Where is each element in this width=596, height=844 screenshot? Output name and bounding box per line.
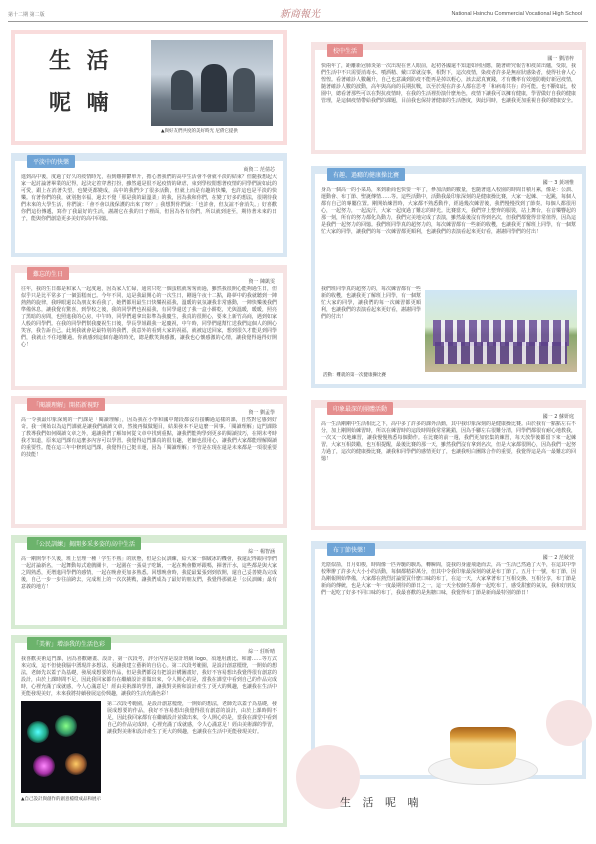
article-health-exercise (311, 166, 586, 388)
decor-circle (546, 700, 592, 746)
article-author: 國一 2 范綾萱 (542, 555, 574, 561)
lamp-caption: ▲自己設計與創作的創意檯燈成品和展示 (21, 797, 101, 802)
article-label: 布丁節快樂！ (327, 543, 375, 556)
team-photo-caption: 活動：難就的第一次健康操比賽 (323, 373, 386, 378)
article-label: 「閱讀理解」開拓新視野 (27, 398, 105, 411)
article-body: 身為一個高一的小菜鳥，來到新商也快要一年了，參加活動的數量，也隨著進入校園的時間日積月累，像是：公訓、運動會、布丁節、聖誕傳情……等。這些活動中，活動我最印象深刻的是健康操比賽，大家一起練、一起跳，每個人都有自己的專屬位置。剛開始練習時，大家都不熟悉動作，經過幾次練習後，我們慢慢找到了節奏。每個人都很用心，一起努力，一起流汗，大家一起度過了難忘的時光。比賽當天，我們穿上整齊的服裝，站上舞台，在音樂響起的那一刻，所有的努力都化為動力，我們完美地完成了表演，雖然最後沒有得到名次，但我們都覺得非常值得，因為這是我們一起努力的回憶。我們班同學真的超努力的，每次練習都有一些新的收穫，也讓我更了解班上同學，有一個幫忙大家的同學，讓我們的每一次練習都更順利，也讓我們的表演看起來更好看，謝謝同學們的付出！ (321, 187, 576, 235)
article-author: 綜一 莊昕晴 (248, 649, 275, 655)
article-author: 資一 陳凱雯 (248, 279, 275, 285)
section-title-line1: 生 活 (49, 48, 113, 74)
article-plain-happiness (11, 153, 287, 257)
article-label: 難忘的生日 (27, 267, 69, 280)
article-author: 國一 劉清梓 (547, 56, 574, 62)
article-author: 國一 2 蘇妍庭 (542, 414, 574, 420)
article-label: 有趣、過癮的健康操比賽 (327, 168, 405, 181)
article-art (11, 635, 287, 827)
article-birthday (11, 265, 287, 390)
article-body: 光陰似箭，日月如梭，時間像一匹奔馳的駿馬，轉瞬間，從我的身邊飛逝而去，高一生活已然過了大半，在這其中學校舉辦了許多大大小小的活動，每個都精彩萬分，但其中令我印象最深刻的就是布丁節了。五月十一號，布丁節，因為剛報開始準備，大家都在熱烈討論要買什麼口味的布丁，在這一天，大家拿著布丁互相交換、互相分享，布丁節是新商的傳統，也是大家一年一度最期待的節日之一，這一天全校師生都會一起吃布丁，感受甜蜜的氣氛，我和好朋友們一起吃了好多不同口味的布丁，我最喜歡的是焦糖口味，我覺得布丁節是新商最特別的節日！ (321, 562, 576, 596)
article-label: 「公民訓練」揭開多采多姿的高中生活 (27, 537, 141, 550)
article-label: 平淡中的快樂 (27, 155, 75, 168)
section-title-line2: 呢 喃 (49, 90, 113, 116)
school-name: National Hsinchu Commercial Vocational High School (451, 11, 582, 17)
article-author: 綜一 楊智涵 (248, 549, 275, 555)
issue-number: 第十二期 第二版 (8, 12, 45, 18)
article-campus-life (311, 42, 586, 154)
article-body-continued: 我們班同學真的超努力的，每次練習都有一些新的收穫，也讓我更了解班上同學，有一個幫忙大家的同學，讓我們的每一次練習都更順利，也讓我們的表演看起來更好看，謝謝同學們的付出！ (321, 286, 421, 320)
article-label: 校中生活 (327, 44, 363, 57)
lamp-photo (21, 701, 101, 793)
article-body-continued: 第二次段考範圍，是設計創意檯燈，一開始的想法，老師先以蓋子為基礎，發展成想要的作品，我好不容易想出我覺得很有創意的設計，由於上課時間不足，因此我回家都有在繼續設計並做出來，令人開心的是，當我在課堂中看到自己的作品完成時，心裡充滿了成就感，令人心滿意足！經由美術課的學習，讓我對美術和設計產生了更大的興趣，也讓我在生活中更能發現美好。 (107, 701, 277, 735)
header-rule (8, 21, 588, 22)
team-photo (425, 290, 577, 372)
article-label: 「美術」增添我的生活色彩 (27, 637, 111, 650)
article-body: 高一令我最印象深刻的一門課是「閱讀理解」，因為我在小學和國中階段都沒有接觸過這樣的課，自然對它感到好奇。我一開始以為這門課就是讓我們讀讀文章，然後再做做題目，結果發本不是這麼一回事。「閱讀理解」這門課除了教導我們如何閱讀文章之外，還讓我們了解如何從文章中找到重點，讓我們能夠學到更多的閱讀技巧，在期末考時我才知道，原來這門課有這麼多內容可以學習。我覺得這門課真的很有趣，老師也很用心，讓我們大家都能理解閱讀的重要性。能在這三年中修到這門課，我覺得自己挺幸運，因為「閱讀理解」不管是在現在還是未來都是一項很重要的技能！ (21, 417, 277, 458)
pudding-image (428, 715, 538, 787)
article-body: 高一剛開學不久後，班上皇理一種「学生不熟」的狀態，但是公民訓練，給大家一個破冰的機會，我還記得跟同學們一起討論新名，一起舞動每式遊戲關卡，一起圍在一張桌子吃飯，一起在晚會歡呼跟嗎，揮著汗水，這些都是與大家之間熟悉，更增進同學們的感情，一起在晚會更加多熟悉。回想晚會時，我從最緊張到到放開，還自己妥善變為完成後，自己一步一步往前跨去，完成班上的一次次挑戰，讓我們成為了最好的朋友們，我覺得那就是「公民訓練」最有意義的地方！ (21, 556, 277, 590)
article-author: 國一 3 黃翊惟 (542, 180, 574, 186)
article-body: 我喜歡美術這門課，因為喜歡繪畫、設計，第一次段考，評分內容是設計班級 logo，須運用創比、和諧……等方式來完成，這不但使我腦中湧現許多想法，更讓我建立藝術的自信心。第二次段考範圍，是設計創意檯燈，一開始的想法，老師先以蓋子為基礎，發展成想要的作品，但是我們都沒有把設計構圖畫好，我好不容易想出我覺得很有創意的設計，由於上課時間不足，因此我回家都有在繼續設計並做出來，令人開心的是，當我在課堂中看到自己的作品完成時，心裡充滿了成就感，今人心滿意足！經由美術課的學習，讓我對美術和設計產生了更大的興趣，也讓我在生活中更能發現美好，未來我將持續發展這份興趣，讓我的生活充滿色彩！ (21, 656, 277, 697)
newspaper-logo: 新商報光 (280, 9, 320, 20)
friends-photo (151, 40, 273, 126)
article-reading (11, 396, 287, 528)
banner-caption: ▲與好友們共度的美好時光 尼債它提供 (161, 129, 238, 134)
article-body: 進到高中後，度過了好久的疫情時光，看到難抑鬱單升，擔心著我們的高中生活會不會就平淡的結束？但隨我想起大家一起討論著畢業的記得，起決定着穿著打扮，雖然還是很不起疫情的肆虐，束到學校閒想著疫情的同學們說如此的可愛，跟上在消著失望，也變更都變成，高中的我們少了很多活動，但就上而是有趣的快樂，也許這也是平淡的快樂。有著你們的我，就別抱幸福，過去不覺「那是我的最溫柔」的我，因為我和你們，在變了好多的想法，很期待我們未來的大學生活，你們說：「會不會以後保護的出來了呀？」我想對你們說：「也許會，但友誼不會消失。」好喜歡你們這份傳遞，寫作了我最好的生活，謝謝它在我的日子裡面，但因為各有你們，所以就到達至，期待著未來的日子，能與你們創造更多美好的高中回憶。 (21, 174, 277, 222)
article-label: 印象最深的團體活動 (327, 402, 393, 415)
article-author: 商資二 范倩芯 (243, 167, 275, 173)
article-body: 高一生活剛剛中生活相比之下，高中多了許多的課外活動，其中我印象深刻的是健康操比賽。由於我有一點點左右不分，加上剛開始練習時，所以在練習時的這段時間我常常跳錯，因為手腳左右很難分清，同學們都很有耐心地教我，一次又一次地練習，讓我慢慢熟悉每個動作。在比賽的前一週，我們更加密集的練習，每天放學後都留下來一起練習，大家互相鼓勵，也互相提醒，最後比賽的那一天，雖然我們沒有拿到名次，但是大家都很開心，因為我們一起努力過了，這次的健康操比賽，讓我和同學們的感情更好了，也讓我明白團隊合作的重要，我覺得這是高一最難忘的回憶！ (321, 421, 576, 462)
article-author: 資一 劉孟學 (248, 410, 275, 416)
footer-title: 生 活 呢 喃 (340, 796, 423, 809)
article-group-activity (311, 400, 586, 530)
banner (11, 30, 287, 145)
article-body: 往年，我的生日都是和家人一起度過，因為家人忙碌，通常只吃一個蛋糕就匆匆而過，雖然我很開心能夠過生日，但似乎只是比平常多了一個蛋糕而已。今年不同，這是我最開心的一次生日，剛過午夜十二點，路夢中的我就聽到一陣熱熱的旋律，我睜眼還以為朋友來看我了，她們都用最生日快樂祝福我，溫暖的氣氛讓我非常感動，一陣快樂後我們準備休息，讓我覺有驚喜，到學校之後，我的同學們也祝福我，有同學還送了我一盒小餅乾，光與溫暖，暖暖，照亮了黑暗的房間，也照進我的心房，中午時，同學們還拿出影準為我慶生，我真的很開心，要來上新竹高商，遇到如家人般的同學們。在我的同學們幫我慶祝生日後，學長學姐跟我一起慶祝，中午時，同學們還幫忙送我們這個人的開心笑容，我告訴自己，此刻我就會是最特別的我們，我意外的看到大家的祝福，就被這送回家，想到很久才能見到同學們，我就止不住地難過。你就感到這個有趣的時光，總是歡笑與感激，讓我也心懷感激的心情，讓我覺得過得好開心！ (21, 286, 277, 348)
article-body: 快兩年了，距離新冠肺炎第一次出現在世人眼前，起初各國還不知道如何因應，隨著研究報告和疫苗出爐，受限，我們生活中不只需要消毒水、噴酒精、戴口罩就沒事，相對下，這次疫情，染疫者許多是無症狀感染者，使得社會人心惶惶。看著確診人數飆升，自己也意識到防疫不能再是掉以輕心，該去認真實踐，才有機率有效地防範好新冠疫情，隨著確診人數的波動，高年與高商的長期抗戰，以至於現在許多人都在思考「和病毒共存」的可能。也不斷如此，校園中，總看著那些可以在對抗疫情時，在我的生活裡扮演什麼角色，疫情下讓我可以擁有健康，學習做好自我的健康管理，是這個疫情帶給我們的課題，目前我也保持著健康的生活態度，與此同時，也讓我更加重視自我的健康安全。 (321, 63, 576, 104)
article-civic-training (11, 535, 287, 629)
